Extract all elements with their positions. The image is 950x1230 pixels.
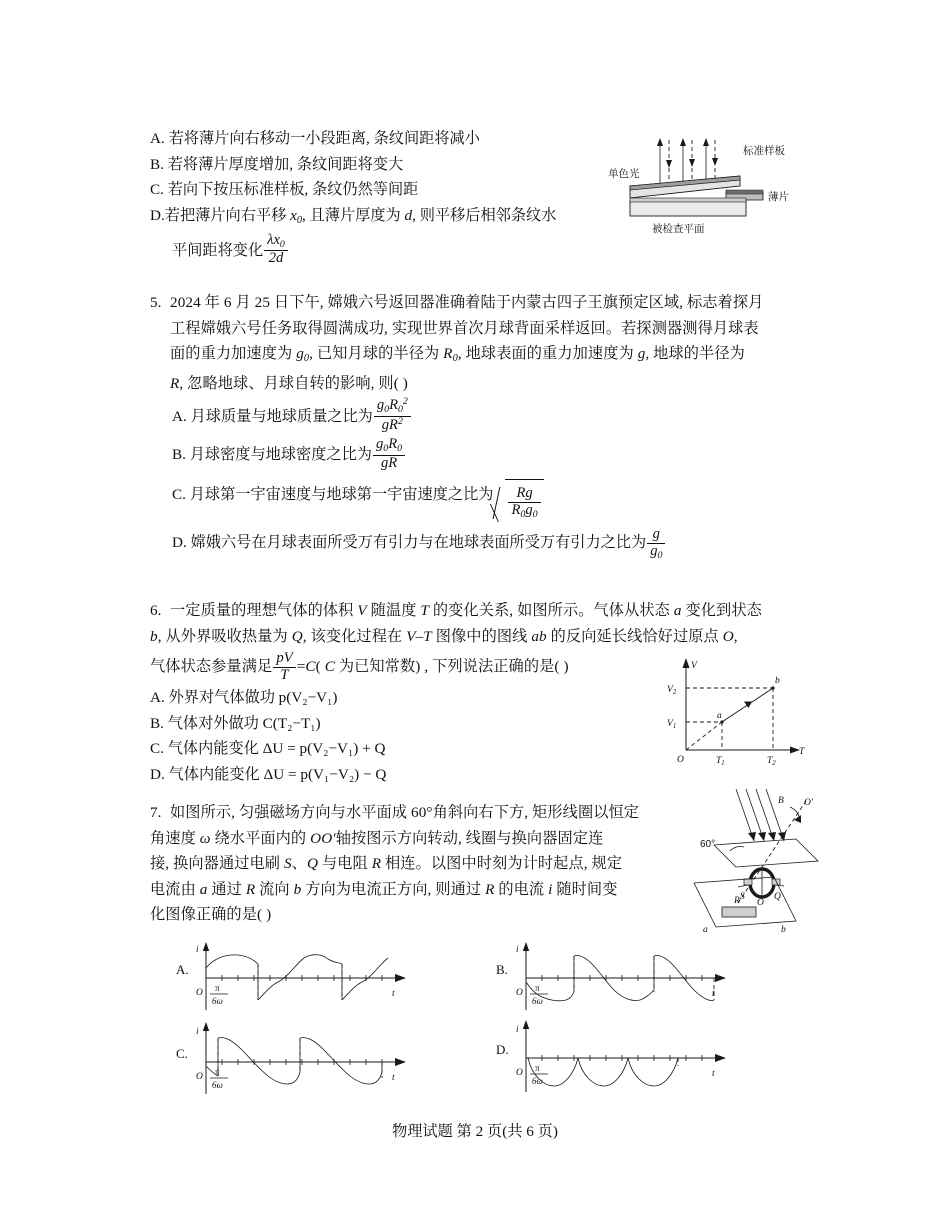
q7-node-label-b: b	[781, 925, 786, 935]
q6-option-c-text: 气体内能变化 ΔU = p(V₂−V₁) + Q	[167, 740, 386, 757]
q4-option-a-text: 若将薄片向右移动一小段距离, 条纹间距将减小	[168, 130, 480, 147]
q5-fraction-b: $\frac{g_0R_0}{gR}$	[373, 437, 405, 471]
question-7	[150, 800, 710, 928]
q5-option-a	[170, 397, 810, 436]
q5-line-3: 面的重力加速度为 $g_0$, 已知月球的半径为 $R_0$, 地球表面的重力加速度为 g, 地球的半径为	[170, 345, 745, 364]
q4-label-standard-plate: 标准样板	[743, 145, 785, 157]
svg-text:π: π	[535, 983, 540, 993]
q7-line-1: 如图所示, 匀强磁场方向与水平面成 60°角斜向右下方, 矩形线圈以恒定	[170, 804, 640, 821]
q6-option-a-label: A.	[150, 689, 165, 706]
q7-field-label-b: B	[778, 796, 784, 806]
q4-fraction-lambda-x0-over-2d: $\frac{\lambda x_0}{2d}$	[264, 233, 288, 267]
q4-label-thin-film: 薄片	[768, 191, 789, 203]
q7-line-4: 电流由 a 通过 R 流向 b 方向为电流正方向, 则通过 R 的电流 i 随时间变	[150, 880, 618, 898]
q4-option-c-label: C.	[150, 181, 164, 198]
q6-axis-label-t: T	[799, 747, 805, 757]
q7-node-label-a: a	[703, 925, 708, 935]
q5-option-b-label: B.	[172, 446, 186, 464]
q5-option-c	[170, 474, 810, 523]
q4-figure	[608, 128, 808, 236]
q7-answer-a-xaxis: t	[392, 989, 395, 999]
q5-option-d-text: 嫦娥六号在月球表面所受万有引力与在地球表面所受万有引力之比为	[190, 533, 647, 551]
q4-option-d-text-1: 若把薄片向右平移	[164, 206, 291, 224]
q7-axis-label-o-prime: O′	[804, 798, 813, 808]
q4-option-d-label: D.	[150, 206, 165, 224]
q4-label-monochromatic-light: 单色光	[608, 168, 640, 180]
q4-option-d-cont-text: 平间距将变化	[172, 241, 264, 259]
q7-number: 7.	[150, 804, 162, 821]
q7-answer-a-label: A.	[176, 962, 189, 977]
q5-number: 5.	[150, 294, 162, 311]
q5-fraction-d: $\frac{g}{g_0}$	[647, 527, 665, 561]
q7-answer-c-label: C.	[176, 1046, 188, 1061]
q6-option-a-text: 外界对气体做功 p(V₂−V₁)	[168, 689, 338, 706]
q4-option-c-text: 若向下按压标准样板, 条纹仍然等间距	[167, 181, 419, 198]
svg-text:π: π	[535, 1063, 540, 1073]
q7-answer-c-yaxis: i	[196, 1027, 199, 1037]
svg-text:π: π	[215, 1067, 220, 1077]
q7-brush-label-s: S	[740, 892, 745, 902]
q7-answer-c-tick-label	[210, 1067, 228, 1090]
q5-line-1: 2024 年 6 月 25 日下午, 嫦娥六号返回器准确着陆于内蒙古四子王旗预定区域, 标志着探月	[170, 294, 764, 311]
q6-figure-vt-graph	[660, 650, 810, 765]
q6-point-a: a	[717, 711, 722, 721]
svg-text:6ω: 6ω	[212, 1080, 223, 1090]
q6-line-3: 气体状态参量满足 $\frac{pV}{T}$ =C( C 为已知常数) , 下列说法正确的是( )	[150, 649, 569, 683]
q4-option-b-text: 若将薄片厚度增加, 条纹间距将变大	[167, 155, 404, 173]
q6-point-b: b	[775, 676, 780, 686]
q4-label-inspected-surface: 被检查平面	[652, 223, 705, 235]
q5-option-d	[170, 523, 810, 563]
svg-text:6ω: 6ω	[532, 1076, 543, 1086]
q6-tick-v2: $V_2$	[667, 685, 677, 696]
q6-tick-t1: $T_1$	[716, 756, 725, 767]
q7-angle-label: 60°	[700, 839, 716, 850]
q5-option-b	[170, 436, 810, 474]
q6-tick-t2: $T_2$	[767, 756, 776, 767]
q7-answer-d-tick-label	[530, 1063, 548, 1086]
q7-answer-c	[176, 1014, 426, 1098]
q7-line-3: 接, 换向器通过电刷 S、Q 与电阻 R 相连。以图中时刻为计时起点, 规定	[150, 855, 623, 872]
q7-origin-label-o: O	[757, 898, 764, 908]
q5-line-2: 工程嫦娥六号任务取得圆满成功, 实现世界首次月球背面采样返回。若探测器测得月球表	[170, 319, 759, 337]
q6-option-c-label: C.	[150, 740, 164, 757]
q6-option-d-label: D.	[150, 765, 165, 783]
q6-number: 6.	[150, 602, 162, 619]
q5-sqrt-c: $\frac{Rg}{R_0g_0}$	[493, 479, 543, 523]
q5-option-c-text: 月球第一宇宙速度与地球第一宇宙速度之比为	[189, 486, 494, 504]
q4-option-d-text-3: , 则平移后相邻条纹水	[412, 206, 557, 224]
svg-text:6ω: 6ω	[532, 996, 543, 1006]
q7-answer-b	[496, 938, 746, 1018]
q7-answer-b-tick-label	[530, 983, 548, 1006]
svg-text:π: π	[215, 983, 220, 993]
q4-option-b-label: B.	[150, 155, 164, 173]
q7-line-2: 角速度 ω 绕水平面内的 OO′轴按图示方向转动, 线圈与换向器固定连	[150, 829, 604, 847]
q6-option-d-text: 气体内能变化 ΔU = p(V₁−V₂) − Q	[168, 765, 387, 783]
svg-text:6ω: 6ω	[212, 996, 223, 1006]
q7-answer-b-origin: O	[516, 988, 523, 998]
q7-line-5: 化图像正确的是( )	[150, 906, 272, 923]
q4-option-d-cont	[150, 233, 800, 267]
q7-answer-a-tick-label	[210, 983, 228, 1006]
q5-option-a-label: A.	[172, 408, 187, 426]
q7-answer-d	[496, 1014, 746, 1098]
q7-answer-d-yaxis: i	[516, 1025, 519, 1035]
q7-brush-label-q: Q	[774, 892, 781, 902]
q4-option-d-text-2: , 且薄片厚度为	[301, 206, 405, 224]
question-5	[150, 290, 810, 563]
q6-axis-label-v: V	[691, 661, 697, 671]
q6-origin-label: O	[677, 755, 684, 765]
q7-answer-b-xaxis: t	[712, 989, 715, 999]
q7-answer-a-yaxis: i	[196, 945, 199, 955]
q4-var-d: d	[404, 206, 413, 224]
page-footer: 物理试题 第 2 页(共 6 页)	[392, 1123, 558, 1140]
q7-answer-d-label: D.	[496, 1042, 509, 1057]
q7-answer-a	[176, 938, 426, 1018]
q5-fraction-a: $\frac{g_0R_0^2}{gR^2}$	[374, 397, 411, 434]
q6-line-2: b, 从外界吸收热量为 Q, 该变化过程在 V–T 图像中的图线 ab 的反向延长线恰好过原点 O,	[150, 627, 738, 645]
q6-line-1: 一定质量的理想气体的体积 V 随温度 T 的变化关系, 如图所示。气体从状态 a 变化到状态	[170, 602, 762, 619]
q5-option-b-text: 月球密度与地球密度之比为	[189, 446, 372, 464]
q5-line-4: R, 忽略地球、月球自转的影响, 则( )	[170, 375, 408, 393]
q5-option-a-text: 月球质量与地球质量之比为	[190, 408, 373, 426]
q7-answer-c-origin: O	[196, 1072, 203, 1082]
q6-fraction-pv-over-t: $\frac{pV}{T}$	[273, 651, 295, 684]
q7-answer-c-xaxis: t	[392, 1073, 395, 1083]
q7-resistor-label-r: R	[734, 896, 740, 906]
q4-option-a-label: A.	[150, 130, 165, 147]
q6-tick-v1: $V_1$	[667, 719, 677, 730]
q7-answer-d-origin: O	[516, 1068, 523, 1078]
q7-figure-rotating-coil	[678, 795, 833, 935]
q6-option-b-text: 气体对外做功 C(T₂−T₁)	[167, 714, 321, 732]
q5-option-d-label: D.	[172, 533, 187, 551]
q7-answer-a-origin: O	[196, 988, 203, 998]
q4-var-x0: $x_0$	[290, 206, 302, 226]
q7-answer-b-yaxis: i	[516, 945, 519, 955]
q7-answer-d-xaxis: t	[712, 1069, 715, 1079]
q6-option-d	[150, 762, 810, 788]
q5-option-c-label: C.	[172, 486, 186, 504]
q7-answer-b-label: B.	[496, 962, 508, 977]
q6-option-b-label: B.	[150, 714, 164, 732]
